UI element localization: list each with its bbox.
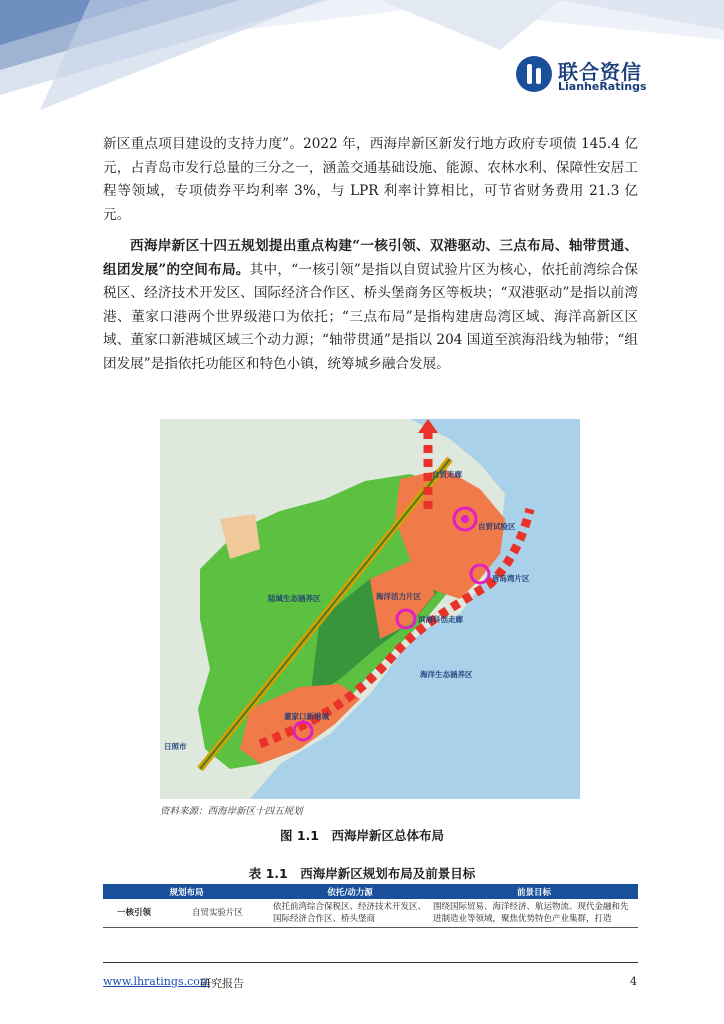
layout-map: [160, 419, 580, 799]
cell-layout: 一核引领: [103, 899, 165, 928]
map-label-dongjiakou: 董家口新港城: [284, 712, 329, 721]
footer-divider: [103, 962, 638, 963]
paragraph-2-bold-lead: 西海岸新区十四五规划提出重点构建“一核引领、双港驱动、三点布局、轴带贯通、组团发展”的空间布局。: [103, 238, 638, 278]
map-label-tangdao: 唐岛湾片区: [492, 574, 530, 583]
map-label-rizhao: 日照市: [164, 742, 187, 751]
page-number: 4: [630, 975, 637, 988]
map-label-land-eco: 陆域生态涵养区: [268, 594, 321, 603]
paragraph-2-body: 其中，“一核引领”是指以自贸试验片区为核心，依托前湾综合保税区、经济技术开发区、国际经济合作区、桥头堡商务区等板块；“双港驱动”是指以前湾港、董家口港两个世界级港口为依托；“三点布局”是指构建唐岛湾区域、海洋高新区区域、董家口新港城区域三个动力源；“轴带贯通”是指以 204 国道至滨海沿线为轴带；“组团发展”是指依托功能区和特色小镇，统筹城乡融合发展。: [103, 261, 638, 372]
footer-website-link[interactable]: www.lhratings.com: [103, 975, 211, 988]
cell-support: 依托前湾综合保税区、经济技术开发区、国际经济合作区、桥头堡商: [270, 899, 430, 928]
body-paragraph-2: [103, 235, 638, 376]
logo-chinese: 联合资信: [558, 60, 642, 84]
table-row: [103, 899, 638, 928]
header-layout: 规划布局: [103, 884, 270, 899]
plan-table: [103, 884, 638, 928]
header-target: 前景目标: [430, 884, 638, 899]
table-header-row: [103, 884, 638, 899]
map-label-corridor: 自贸走廊: [432, 470, 462, 479]
figure-caption: 图 1.1 西海岸新区总体布局: [280, 828, 444, 843]
cell-sub: 自贸实验片区: [165, 899, 270, 928]
footer-report-label: 研究报告: [200, 977, 244, 990]
map-label-ocean-vitality: 海洋活力片区: [376, 592, 421, 601]
figure-source: 资料来源：西海岸新区十四五规划: [160, 806, 303, 817]
brand-logo: [516, 56, 656, 94]
cell-target: 围绕国际贸易、海洋经济、航运物流、现代金融和先进制造业等领域，聚焦优势特色产业集群，打造: [430, 899, 638, 928]
header-support: 依托/动力源: [270, 884, 430, 899]
logo-english: LianheRatings: [558, 80, 647, 93]
map-label-ocean-eco: 海洋生态涵养区: [420, 670, 473, 679]
table-caption: 表 1.1 西海岸新区规划布局及前景目标: [248, 866, 476, 881]
logo-mark-icon: [516, 56, 552, 92]
body-paragraph-1: 新区重点项目建设的支持力度”。2022 年，西海岸新区新发行地方政府专项债 145.4 亿元，占青岛市发行总量的三分之一，涵盖交通基础设施、能源、农林水利、保障性安居工程等领域，专项债券平均利率 3%，与 LPR 利率计算相比，可节省财务费用 21.3 亿元。: [103, 136, 638, 223]
map-label-coastal-corridor: 滨海科创走廊: [418, 615, 463, 624]
map-label-ftz: 自贸试验区: [478, 522, 516, 531]
